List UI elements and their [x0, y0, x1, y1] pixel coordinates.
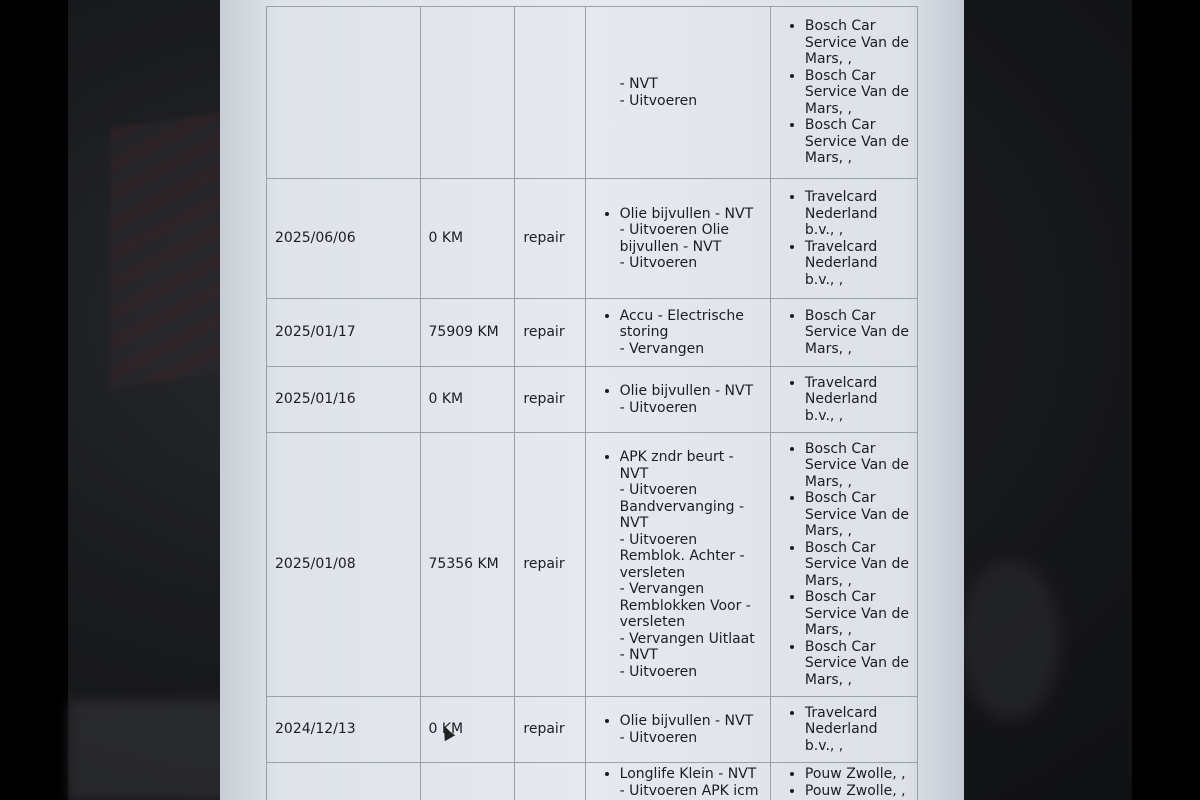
provider-item: • Bosch Car Service Van de Mars, ,: [805, 490, 909, 540]
type-cell: [515, 763, 585, 800]
provider-cell: [770, 7, 917, 179]
provider-item: • Bosch Car Service Van de Mars, ,: [805, 18, 909, 68]
description-item: • Olie bijvullen - NVT - Uitvoeren: [620, 713, 762, 746]
description-item: - NVT - Uitvoeren: [619, 76, 698, 109]
mileage-cell: 0 KM: [420, 179, 515, 299]
table-row: [267, 433, 918, 697]
document-page: [220, 0, 964, 800]
description-item: • Olie bijvullen - NVT - Uitvoeren: [620, 383, 762, 416]
mileage-cell: 75909 KM: [420, 299, 515, 367]
description-item: • APK zndr beurt - NVT - Uitvoeren Bandvervanging - NVT - Uitvoeren Remblok. Achter - versleten - Vervangen Remblokken Voor - versleten - Vervangen Uitlaat - NVT - Uitvoeren: [620, 449, 762, 680]
description-cell: [585, 367, 770, 433]
description-cell: [585, 697, 770, 763]
table-row: [267, 697, 918, 763]
provider-cell: [770, 179, 917, 299]
date-cell: 2025/01/17: [267, 299, 421, 367]
table-row: [267, 179, 918, 299]
type-cell: repair: [515, 299, 585, 367]
provider-item: • Bosch Car Service Van de Mars, ,: [805, 441, 909, 491]
provider-item: • Pouw Zwolle, ,: [805, 766, 909, 783]
table-row: [267, 299, 918, 367]
provider-item: • Bosch Car Service Van de Mars, ,: [805, 117, 909, 167]
provider-item: • Bosch Car Service Van de Mars, ,: [805, 68, 909, 118]
provider-item: • Bosch Car Service Van de Mars, ,: [805, 589, 909, 639]
table-body: [267, 7, 918, 800]
type-cell: repair: [515, 179, 585, 299]
provider-item: • Bosch Car Service Van de Mars, ,: [805, 540, 909, 590]
mileage-cell: 0 KM: [420, 367, 515, 433]
description-cell: [585, 299, 770, 367]
table-row: [267, 7, 918, 179]
date-cell: 2024/12/13: [267, 697, 421, 763]
date-cell: 2025/01/08: [267, 433, 421, 697]
description-cell: [585, 763, 770, 800]
table-row: [267, 367, 918, 433]
description-item: • Olie bijvullen - NVT - Uitvoeren Olie bijvullen - NVT - Uitvoeren: [620, 206, 762, 272]
description-item: • Accu - Electrische storing - Vervangen: [620, 308, 762, 358]
type-cell: repair: [515, 697, 585, 763]
mileage-cell: [420, 7, 515, 179]
type-cell: [515, 7, 585, 179]
date-cell: [267, 763, 421, 800]
provider-item: • Pouw Zwolle, ,: [805, 783, 909, 800]
provider-item: • Travelcard Nederland b.v., ,: [805, 375, 909, 425]
table-row: [267, 763, 918, 800]
background-reflection: [110, 112, 230, 389]
mileage-cell: [420, 763, 515, 800]
provider-item: • Bosch Car Service Van de Mars, ,: [805, 639, 909, 689]
provider-item: • Travelcard Nederland b.v., ,: [805, 239, 909, 289]
description-cell: [585, 179, 770, 299]
mileage-cell: 75356 KM: [420, 433, 515, 697]
type-cell: repair: [515, 367, 585, 433]
provider-cell: [770, 697, 917, 763]
description-cell: [585, 433, 770, 697]
provider-item: • Travelcard Nederland b.v., ,: [805, 189, 909, 239]
mileage-cell: 0 KM: [420, 697, 515, 763]
provider-cell: [770, 367, 917, 433]
provider-item: • Bosch Car Service Van de Mars, ,: [805, 308, 909, 358]
type-cell: repair: [515, 433, 585, 697]
maintenance-history-table: [266, 6, 918, 800]
provider-cell: [770, 299, 917, 367]
provider-cell: [770, 763, 917, 800]
description-cell: [585, 7, 770, 179]
description-item: • Longlife Klein - NVT - Uitvoeren APK icm: [620, 766, 762, 799]
background-reflection-right: [960, 560, 1060, 720]
provider-cell: [770, 433, 917, 697]
date-cell: 2025/06/06: [267, 179, 421, 299]
provider-item: • Travelcard Nederland b.v., ,: [805, 705, 909, 755]
date-cell: 2025/01/16: [267, 367, 421, 433]
date-cell: [267, 7, 421, 179]
